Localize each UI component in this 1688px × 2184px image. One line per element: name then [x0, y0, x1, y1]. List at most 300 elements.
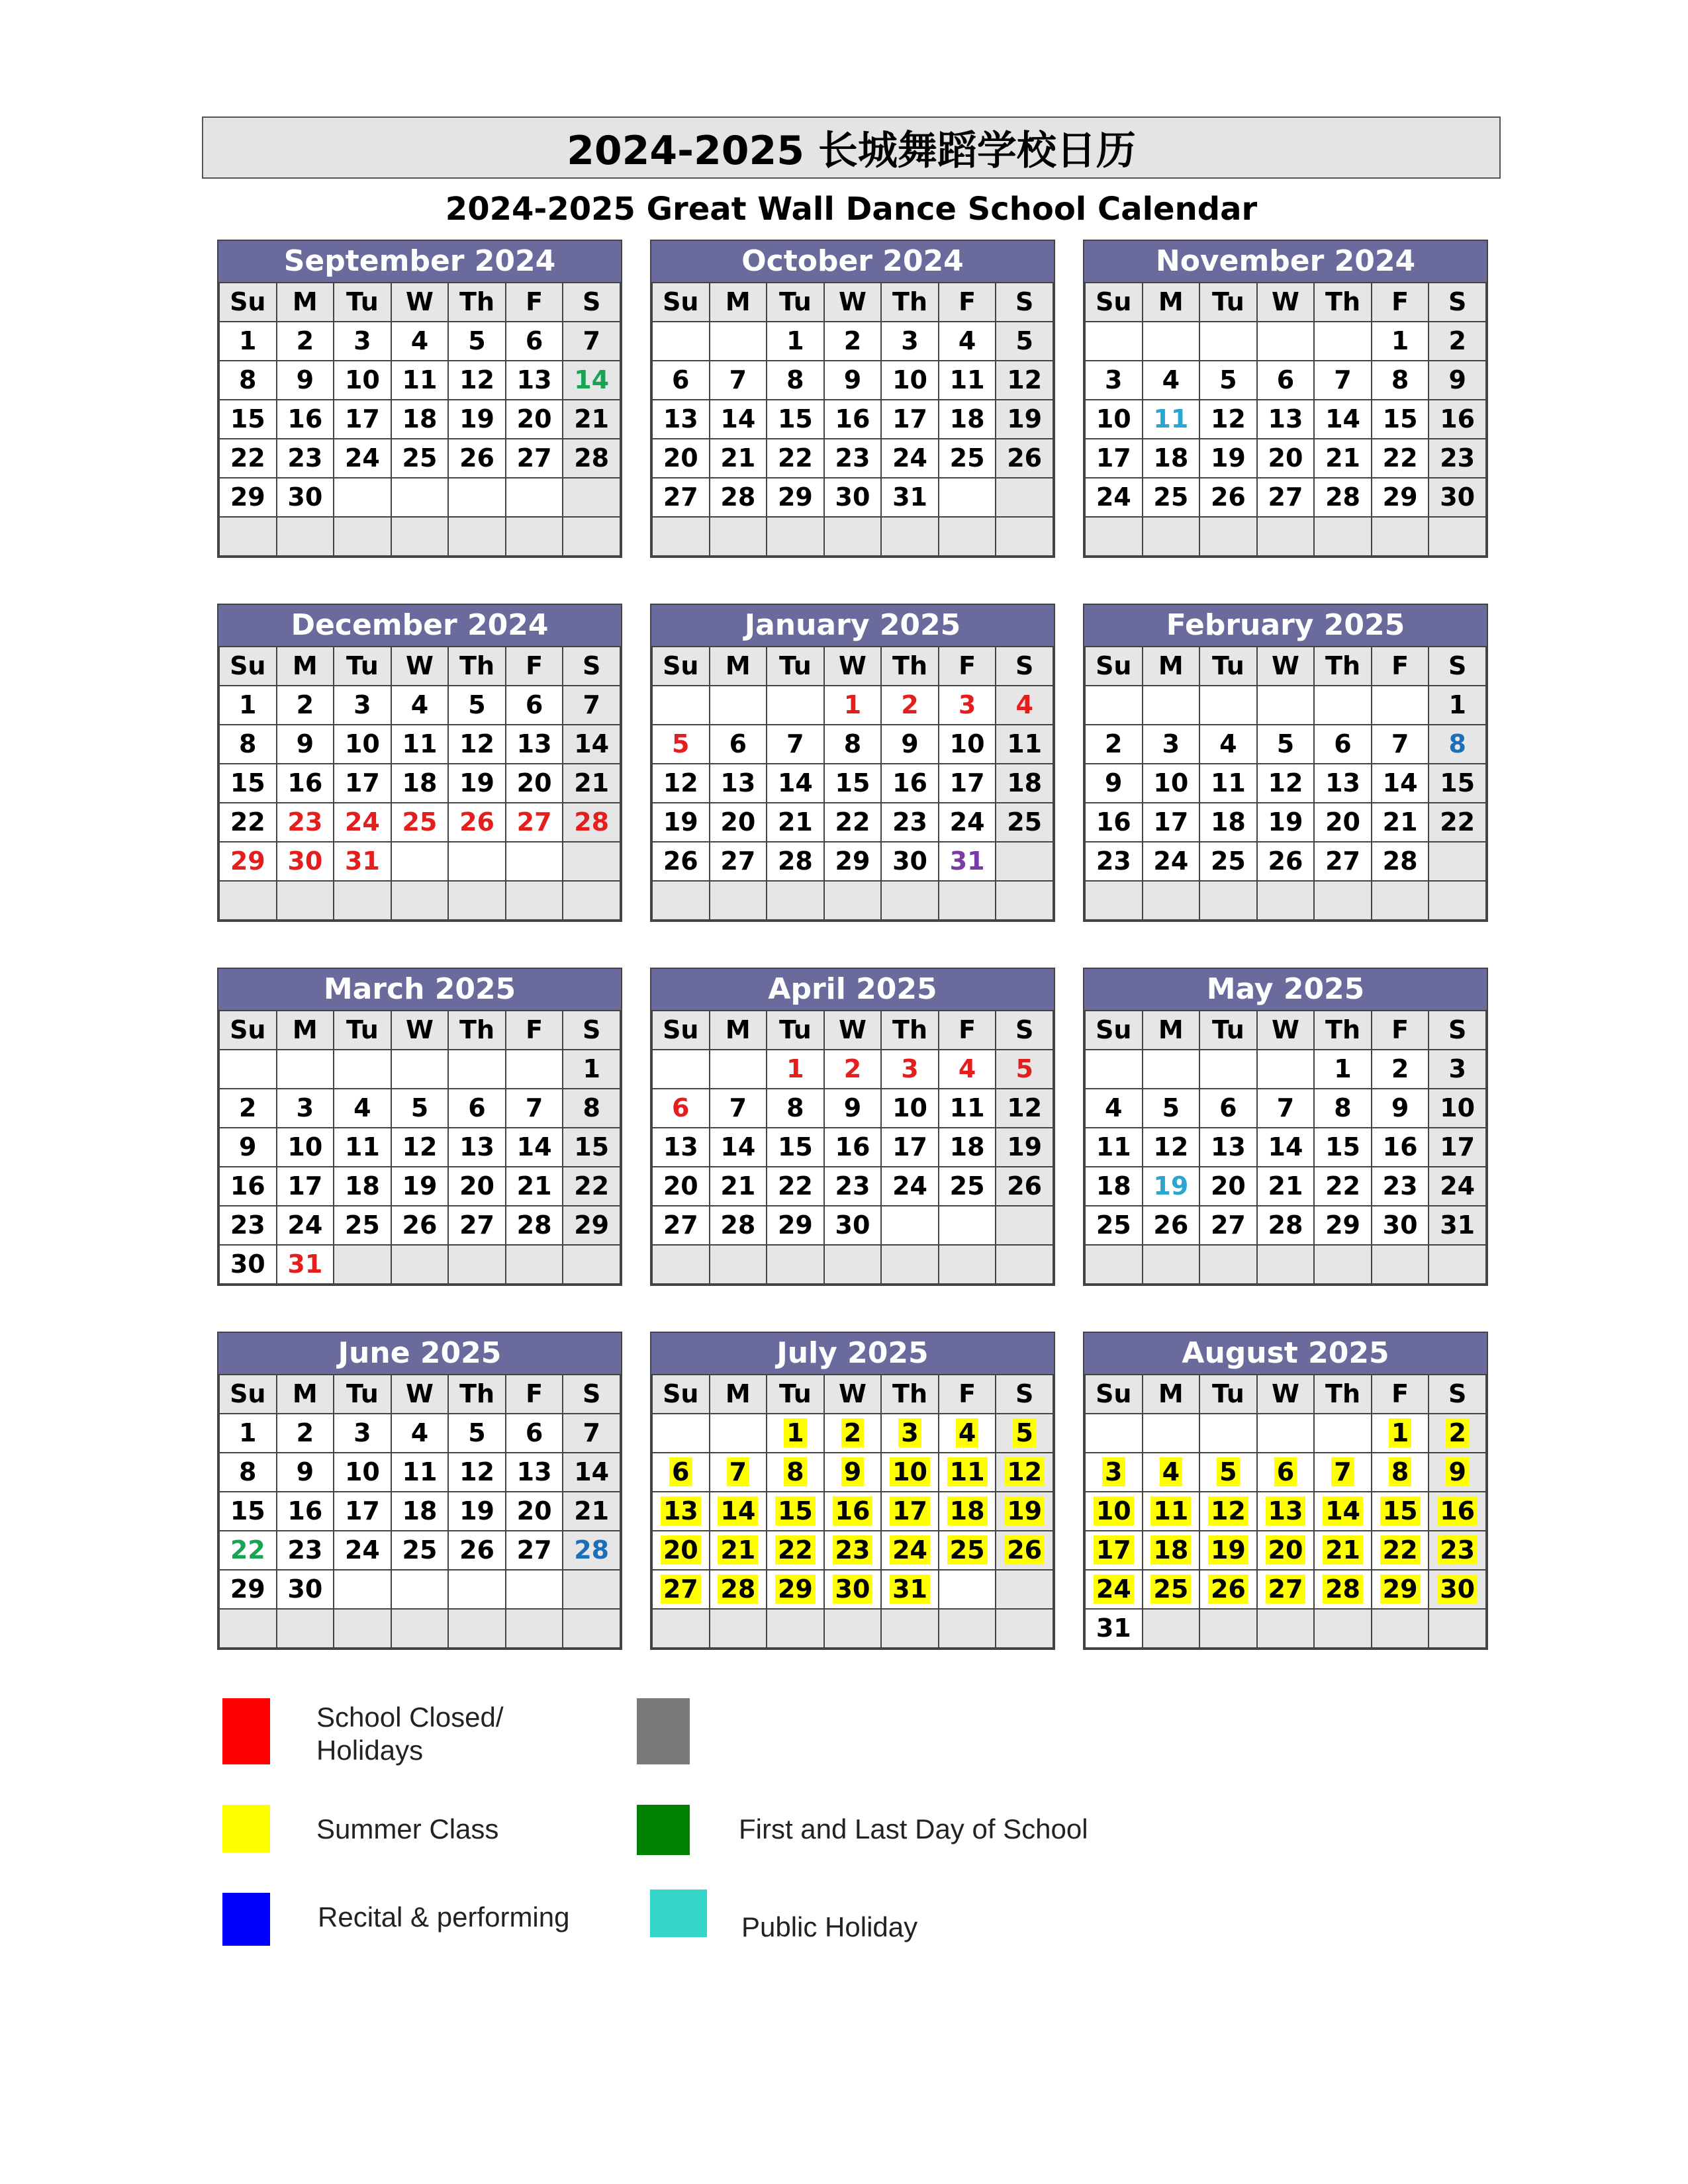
month-title: August 2025 [1084, 1333, 1487, 1374]
day-cell: 26 [448, 803, 506, 842]
day-cell: 22 [219, 803, 277, 842]
day-cell: 2 [1085, 725, 1143, 764]
week-row [219, 1089, 620, 1128]
day-cell: 5 [652, 725, 710, 764]
empty-day-cell [506, 517, 563, 556]
empty-day-cell [334, 478, 391, 517]
weekday-label: Th [881, 647, 939, 686]
empty-day-cell [1257, 1245, 1315, 1284]
weekday-label: F [506, 283, 563, 322]
weekday-label: Th [1314, 647, 1372, 686]
day-cell [652, 1570, 710, 1609]
empty-day-cell [1199, 881, 1257, 920]
day-cell: 4 [391, 686, 449, 725]
day-cell: 3 [334, 322, 391, 361]
day-cell: 23 [277, 803, 334, 842]
day-cell: 26 [996, 1167, 1053, 1206]
summer-day-highlight: 12 [1004, 1457, 1045, 1486]
month-grid [218, 282, 621, 557]
day-cell [824, 1570, 882, 1609]
empty-day-cell [652, 1245, 710, 1284]
weekday-label: Su [1085, 647, 1143, 686]
day-cell [710, 1492, 767, 1531]
weekday-label: Tu [334, 647, 391, 686]
weekday-label: Su [652, 283, 710, 322]
day-cell: 24 [334, 803, 391, 842]
month-calendar [217, 968, 622, 1286]
weekday-label: S [563, 283, 620, 322]
day-cell: 4 [939, 1050, 996, 1089]
empty-day-cell [448, 1609, 506, 1648]
weekday-header-row [219, 1011, 620, 1050]
empty-day-cell [1199, 1414, 1257, 1453]
week-row [652, 1414, 1053, 1453]
empty-day-cell [1372, 517, 1429, 556]
day-cell: 24 [277, 1206, 334, 1245]
empty-day-cell [391, 478, 449, 517]
day-cell: 11 [334, 1128, 391, 1167]
day-cell: 25 [334, 1206, 391, 1245]
weekday-label: F [939, 1375, 996, 1414]
summer-day-highlight: 5 [1013, 1418, 1035, 1447]
weekday-header-row [652, 647, 1053, 686]
empty-day-cell [710, 686, 767, 725]
day-cell: 8 [767, 361, 824, 400]
month-grid [218, 1374, 621, 1649]
weekday-label: Su [1085, 283, 1143, 322]
empty-day-cell [996, 1206, 1053, 1245]
empty-day-cell [1199, 686, 1257, 725]
day-cell: 18 [334, 1167, 391, 1206]
day-cell: 2 [1429, 322, 1486, 361]
day-cell: 3 [1429, 1050, 1486, 1089]
day-cell: 19 [1143, 1167, 1200, 1206]
summer-day-highlight: 21 [718, 1535, 758, 1565]
week-row [652, 1570, 1053, 1609]
day-cell: 11 [1199, 764, 1257, 803]
summer-day-highlight: 12 [1208, 1496, 1248, 1525]
summer-day-highlight: 17 [890, 1496, 930, 1525]
day-cell: 18 [391, 1492, 449, 1531]
weekday-label: W [391, 1011, 449, 1050]
empty-day-cell [767, 1245, 824, 1284]
day-cell: 28 [1257, 1206, 1315, 1245]
legend-gray-swatch [637, 1698, 690, 1764]
day-cell: 20 [1199, 1167, 1257, 1206]
day-cell: 5 [1143, 1089, 1200, 1128]
week-row [1085, 725, 1486, 764]
week-row [1085, 1570, 1486, 1609]
day-cell: 1 [219, 1414, 277, 1453]
empty-day-cell [563, 1570, 620, 1609]
month-title: November 2024 [1084, 241, 1487, 282]
summer-day-highlight: 9 [1446, 1457, 1468, 1486]
day-cell: 9 [1429, 361, 1486, 400]
week-row [1085, 1089, 1486, 1128]
day-cell: 26 [1199, 478, 1257, 517]
day-cell [1199, 1531, 1257, 1570]
month-calendar [1083, 1332, 1488, 1650]
day-cell: 10 [277, 1128, 334, 1167]
empty-day-cell [1314, 322, 1372, 361]
day-cell: 19 [1257, 803, 1315, 842]
day-cell: 27 [652, 478, 710, 517]
weekday-label: Tu [334, 283, 391, 322]
day-cell: 4 [1199, 725, 1257, 764]
legend-recital-label: Recital & performing [318, 1901, 570, 1933]
day-cell: 29 [563, 1206, 620, 1245]
day-cell: 2 [1372, 1050, 1429, 1089]
month-calendar [650, 968, 1055, 1286]
weekday-label: Su [219, 1375, 277, 1414]
day-cell: 13 [506, 1453, 563, 1492]
day-cell: 5 [1257, 725, 1315, 764]
empty-day-cell [1372, 881, 1429, 920]
day-cell: 10 [881, 1089, 939, 1128]
day-cell: 24 [881, 439, 939, 478]
day-cell [1314, 1492, 1372, 1531]
day-cell [1143, 1453, 1200, 1492]
month-grid [651, 282, 1054, 557]
summer-day-highlight: 14 [718, 1496, 758, 1525]
day-cell: 3 [277, 1089, 334, 1128]
week-row [1085, 1245, 1486, 1284]
empty-day-cell [506, 881, 563, 920]
weekday-label: S [563, 1011, 620, 1050]
day-cell: 27 [506, 803, 563, 842]
empty-day-cell [652, 881, 710, 920]
day-cell: 4 [334, 1089, 391, 1128]
summer-day-highlight: 5 [1217, 1457, 1239, 1486]
summer-day-highlight: 15 [1380, 1496, 1421, 1525]
day-cell: 24 [939, 803, 996, 842]
day-cell: 31 [1429, 1206, 1486, 1245]
day-cell: 15 [767, 1128, 824, 1167]
empty-day-cell [563, 1609, 620, 1648]
week-row [219, 478, 620, 517]
day-cell: 31 [277, 1245, 334, 1284]
day-cell: 28 [767, 842, 824, 881]
empty-day-cell [1372, 686, 1429, 725]
day-cell [1143, 1570, 1200, 1609]
empty-day-cell [219, 1609, 277, 1648]
day-cell: 21 [710, 1167, 767, 1206]
month-grid [651, 1374, 1054, 1649]
summer-day-highlight: 17 [1094, 1535, 1134, 1565]
empty-day-cell [1314, 1414, 1372, 1453]
day-cell: 13 [1199, 1128, 1257, 1167]
day-cell: 21 [767, 803, 824, 842]
day-cell: 19 [448, 1492, 506, 1531]
summer-day-highlight: 22 [1380, 1535, 1421, 1565]
summer-day-highlight: 18 [947, 1496, 988, 1525]
day-cell: 11 [939, 361, 996, 400]
day-cell: 2 [277, 1414, 334, 1453]
day-cell: 13 [506, 725, 563, 764]
empty-day-cell [939, 1570, 996, 1609]
day-cell: 6 [652, 1089, 710, 1128]
day-cell: 26 [996, 439, 1053, 478]
summer-day-highlight: 25 [1150, 1574, 1191, 1604]
day-cell [710, 1453, 767, 1492]
day-cell [996, 1492, 1053, 1531]
week-row [219, 1492, 620, 1531]
summer-day-highlight: 15 [775, 1496, 816, 1525]
day-cell: 23 [1429, 439, 1486, 478]
day-cell: 25 [939, 1167, 996, 1206]
summer-day-highlight: 1 [1389, 1418, 1411, 1447]
day-cell: 17 [334, 400, 391, 439]
empty-day-cell [1429, 1245, 1486, 1284]
day-cell [1372, 1414, 1429, 1453]
day-cell: 16 [824, 400, 882, 439]
empty-day-cell [710, 1245, 767, 1284]
week-row [1085, 1167, 1486, 1206]
day-cell [881, 1414, 939, 1453]
empty-day-cell [219, 881, 277, 920]
weekday-label: W [824, 1375, 882, 1414]
summer-day-highlight: 7 [1331, 1457, 1354, 1486]
day-cell: 21 [1372, 803, 1429, 842]
day-cell: 21 [563, 764, 620, 803]
day-cell: 25 [996, 803, 1053, 842]
day-cell: 16 [1085, 803, 1143, 842]
day-cell: 22 [824, 803, 882, 842]
empty-day-cell [448, 881, 506, 920]
empty-day-cell [563, 842, 620, 881]
day-cell: 15 [767, 400, 824, 439]
day-cell: 20 [448, 1167, 506, 1206]
summer-day-highlight: 27 [661, 1574, 701, 1604]
weekday-label: M [1143, 1375, 1200, 1414]
day-cell: 28 [506, 1206, 563, 1245]
day-cell: 4 [996, 686, 1053, 725]
empty-day-cell [939, 478, 996, 517]
weekday-header-row [1085, 647, 1486, 686]
empty-day-cell [277, 881, 334, 920]
empty-day-cell [881, 1609, 939, 1648]
day-cell: 26 [1257, 842, 1315, 881]
day-cell [1199, 1453, 1257, 1492]
day-cell: 15 [219, 1492, 277, 1531]
day-cell: 1 [563, 1050, 620, 1089]
day-cell: 8 [767, 1089, 824, 1128]
day-cell: 1 [767, 1050, 824, 1089]
empty-day-cell [996, 517, 1053, 556]
summer-day-highlight: 8 [1389, 1457, 1411, 1486]
week-row [1085, 881, 1486, 920]
day-cell: 6 [506, 322, 563, 361]
weekday-label: W [1257, 1011, 1315, 1050]
day-cell: 16 [1429, 400, 1486, 439]
day-cell [939, 1453, 996, 1492]
week-row [1085, 686, 1486, 725]
weekday-label: Th [448, 283, 506, 322]
summer-day-highlight: 7 [727, 1457, 749, 1486]
weekday-label: Th [448, 1375, 506, 1414]
day-cell: 25 [939, 439, 996, 478]
empty-day-cell [1143, 1414, 1200, 1453]
month-title: April 2025 [651, 969, 1054, 1010]
summer-day-highlight: 23 [833, 1535, 873, 1565]
summer-day-highlight: 24 [890, 1535, 930, 1565]
day-cell: 29 [1372, 478, 1429, 517]
summer-day-highlight: 11 [1150, 1496, 1191, 1525]
day-cell: 23 [1085, 842, 1143, 881]
day-cell: 30 [277, 478, 334, 517]
day-cell [1143, 1492, 1200, 1531]
day-cell [881, 1453, 939, 1492]
week-row [219, 1609, 620, 1648]
empty-day-cell [448, 842, 506, 881]
day-cell: 22 [767, 439, 824, 478]
empty-day-cell [939, 881, 996, 920]
day-cell: 7 [710, 361, 767, 400]
empty-day-cell [391, 881, 449, 920]
empty-day-cell [824, 1245, 882, 1284]
weekday-label: Tu [1199, 647, 1257, 686]
day-cell: 6 [1257, 361, 1315, 400]
day-cell: 2 [277, 686, 334, 725]
day-cell: 9 [277, 361, 334, 400]
day-cell [824, 1531, 882, 1570]
weekday-label: F [506, 1011, 563, 1050]
week-row [652, 1206, 1053, 1245]
day-cell: 5 [448, 322, 506, 361]
empty-day-cell [1085, 881, 1143, 920]
day-cell: 6 [1314, 725, 1372, 764]
summer-day-highlight: 19 [1208, 1535, 1248, 1565]
month-calendar [217, 240, 622, 558]
day-cell: 21 [506, 1167, 563, 1206]
month-title: January 2025 [651, 605, 1054, 646]
empty-day-cell [881, 1206, 939, 1245]
day-cell: 22 [563, 1167, 620, 1206]
weekday-label: Su [1085, 1011, 1143, 1050]
summer-day-highlight: 29 [1380, 1574, 1421, 1604]
day-cell: 10 [881, 361, 939, 400]
day-cell [939, 1492, 996, 1531]
day-cell [710, 1570, 767, 1609]
weekday-label: Th [1314, 283, 1372, 322]
month-title: December 2024 [218, 605, 621, 646]
weekday-label: S [1429, 647, 1486, 686]
empty-day-cell [1143, 1245, 1200, 1284]
week-row [219, 1206, 620, 1245]
day-cell: 26 [448, 1531, 506, 1570]
day-cell: 1 [219, 686, 277, 725]
empty-day-cell [881, 1245, 939, 1284]
weekday-label: Tu [334, 1375, 391, 1414]
weekday-label: Tu [767, 283, 824, 322]
day-cell: 21 [1314, 439, 1372, 478]
week-row [219, 1453, 620, 1492]
month-grid [1084, 282, 1487, 557]
day-cell [1372, 1531, 1429, 1570]
day-cell: 1 [1372, 322, 1429, 361]
empty-day-cell [767, 517, 824, 556]
weekday-label: S [996, 283, 1053, 322]
day-cell: 16 [824, 1128, 882, 1167]
summer-day-highlight: 10 [890, 1457, 930, 1486]
day-cell: 27 [506, 439, 563, 478]
day-cell: 26 [1143, 1206, 1200, 1245]
empty-day-cell [1143, 1609, 1200, 1648]
week-row [652, 361, 1053, 400]
day-cell [767, 1492, 824, 1531]
day-cell: 16 [277, 1492, 334, 1531]
summer-day-highlight: 23 [1437, 1535, 1477, 1565]
day-cell: 16 [219, 1167, 277, 1206]
day-cell: 24 [881, 1167, 939, 1206]
day-cell: 6 [506, 1414, 563, 1453]
week-row [219, 322, 620, 361]
day-cell: 28 [1314, 478, 1372, 517]
empty-day-cell [1143, 881, 1200, 920]
weekday-label: W [391, 283, 449, 322]
day-cell: 30 [277, 842, 334, 881]
legend-teal-swatch [650, 1889, 707, 1937]
week-row [652, 400, 1053, 439]
day-cell [1372, 1492, 1429, 1531]
day-cell: 14 [506, 1128, 563, 1167]
day-cell: 29 [219, 478, 277, 517]
weekday-label: S [563, 1375, 620, 1414]
legend-closed-label-1: School Closed/ [316, 1702, 504, 1733]
day-cell: 5 [996, 1050, 1053, 1089]
summer-day-highlight: 22 [775, 1535, 816, 1565]
day-cell: 14 [710, 400, 767, 439]
day-cell: 1 [1429, 686, 1486, 725]
month-calendar [217, 1332, 622, 1650]
day-cell: 20 [1257, 439, 1315, 478]
day-cell [881, 1531, 939, 1570]
day-cell: 30 [824, 1206, 882, 1245]
day-cell: 25 [391, 1531, 449, 1570]
weekday-label: F [1372, 1375, 1429, 1414]
empty-day-cell [1085, 517, 1143, 556]
day-cell: 26 [391, 1206, 449, 1245]
day-cell: 2 [219, 1089, 277, 1128]
week-row [652, 1128, 1053, 1167]
day-cell: 31 [1085, 1609, 1143, 1648]
weekday-label: S [996, 1375, 1053, 1414]
day-cell: 24 [334, 439, 391, 478]
week-row [1085, 1609, 1486, 1648]
empty-day-cell [1199, 1050, 1257, 1089]
weekday-label: Th [881, 1011, 939, 1050]
summer-day-highlight: 20 [661, 1535, 701, 1565]
day-cell: 29 [219, 1570, 277, 1609]
day-cell: 17 [881, 400, 939, 439]
day-cell: 8 [1372, 361, 1429, 400]
week-row [219, 1050, 620, 1089]
weekday-header-row [219, 647, 620, 686]
week-row [219, 439, 620, 478]
weekday-label: Th [448, 647, 506, 686]
day-cell: 3 [334, 686, 391, 725]
week-row [652, 764, 1053, 803]
day-cell [1314, 1531, 1372, 1570]
summer-day-highlight: 27 [1266, 1574, 1306, 1604]
day-cell: 23 [277, 439, 334, 478]
day-cell [767, 1414, 824, 1453]
day-cell: 23 [881, 803, 939, 842]
month-calendar [650, 1332, 1055, 1650]
day-cell: 13 [652, 1128, 710, 1167]
month-calendar [1083, 240, 1488, 558]
week-row [652, 1492, 1053, 1531]
